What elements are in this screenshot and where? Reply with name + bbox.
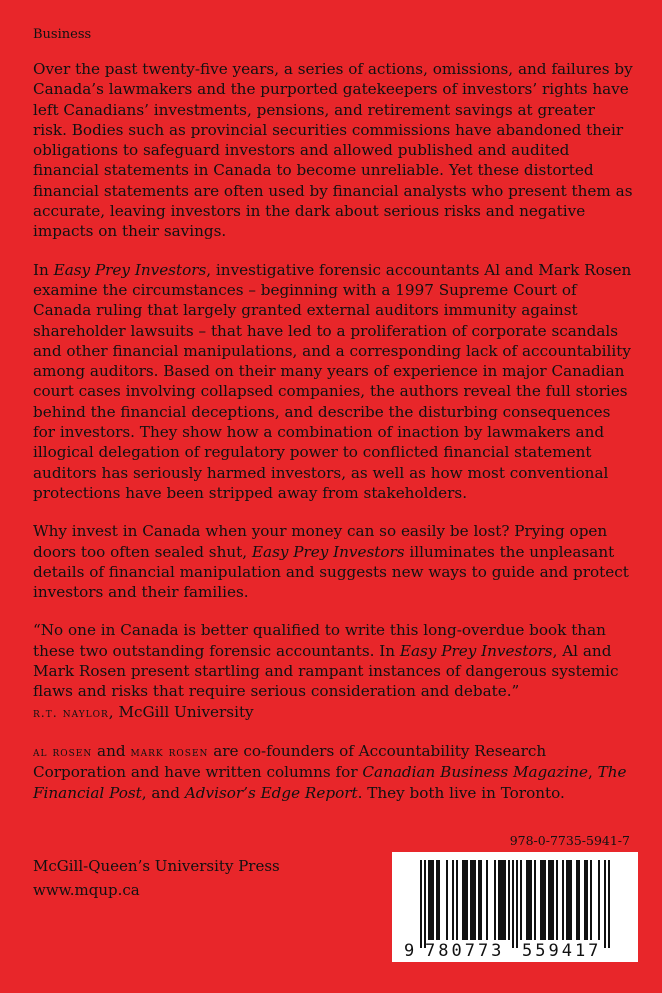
barcode-bar (568, 860, 570, 940)
barcode-bar (566, 860, 568, 940)
barcode-bar (502, 860, 504, 940)
barcode-bar (550, 860, 552, 940)
barcode-bar (516, 860, 518, 948)
barcode-bar (424, 860, 426, 948)
barcode-digit-first: 9 (404, 941, 415, 961)
barcode-bar (446, 860, 448, 940)
barcode-bar (456, 860, 458, 940)
barcode-bar (452, 860, 454, 940)
barcode-bar (528, 860, 530, 940)
barcode-bar (548, 860, 550, 940)
barcode-bar (530, 860, 532, 940)
barcode-bar (520, 860, 522, 940)
barcode-bar (598, 860, 600, 940)
barcode-bar (472, 860, 474, 940)
barcode-bar (562, 860, 564, 940)
barcode-digits-right: 559417 (522, 941, 602, 961)
barcode-bars (420, 860, 610, 948)
barcode-bar (578, 860, 580, 940)
barcode-bar (420, 860, 422, 948)
publication-title: Canadian Business Magazine (362, 763, 588, 782)
book-title: Easy Prey Investors (251, 542, 405, 561)
barcode-bar (436, 860, 438, 940)
barcode-bar (478, 860, 480, 940)
barcode-bar (504, 860, 506, 940)
barcode-bar (432, 860, 434, 940)
author-name: al rosen (33, 743, 93, 759)
book-title: Easy Prey Investors (399, 641, 553, 660)
barcode-bar (462, 860, 464, 940)
barcode-bar (552, 860, 554, 940)
barcode-digits-left: 780773 (425, 941, 505, 961)
barcode-bar (474, 860, 476, 940)
barcode-bar (542, 860, 544, 940)
quote-author: r.t. naylor (33, 704, 109, 720)
isbn: 978-0-7735-5941-7 (509, 833, 630, 848)
barcode (392, 852, 638, 962)
barcode-bar (466, 860, 468, 940)
barcode-bar (570, 860, 572, 940)
paragraph-book-summary: In Easy Prey Investors, investigative forensic accountants Al and Mark Rosen examine the circumstances – beginning with a 1997 Supreme Court of Canada ruling that largely granted external auditors immunity against shareholder lawsuits – that have led to a proliferation of corporate scandals and other financial manipulations, and a corresponding lack of accountability among auditors. Based on their many years of experience in major Canadian court cases involving collapsed companies, the authors reveal the full stories behind the financial deceptions, and describe the disturbing consequences for investors. They show how a combination of inaction by lawmakers and illogical delegation of regulatory power to conflicted financial statement auditors has seriously harmed investors, as well as how most conventional protections have been stripped away from stakeholders. (33, 260, 632, 502)
author-name: mark rosen (130, 743, 209, 759)
barcode-bar (526, 860, 528, 940)
barcode-bar (428, 860, 430, 940)
barcode-bar (480, 860, 482, 940)
barcode-bar (500, 860, 502, 940)
publisher-name: McGill-Queen’s University Press (33, 857, 280, 875)
barcode-bar (498, 860, 500, 940)
category-label: Business (33, 27, 92, 42)
barcode-bar (508, 860, 510, 940)
barcode-bar (438, 860, 440, 940)
paragraph-conclusion: Why invest in Canada when your money can so easily be lost? Prying open doors too often sealed shut, Easy Prey Investors illuminates the unpleasant details of financial manipulation and suggests new ways to guide and protect investors and their families. (33, 522, 629, 602)
barcode-bar (576, 860, 578, 940)
publication-title: Advisor’s Edge Report (184, 783, 358, 802)
barcode-bar (534, 860, 536, 940)
barcode-bar (604, 860, 606, 948)
barcode-bar (494, 860, 496, 940)
barcode-graphic (392, 852, 638, 962)
barcode-bar (486, 860, 488, 940)
quote-affiliation: , McGill University (108, 702, 254, 721)
barcode-bar (464, 860, 466, 940)
book-title: Easy Prey Investors (53, 260, 207, 279)
barcode-bar (584, 860, 586, 940)
barcode-bar (512, 860, 514, 948)
barcode-bar (544, 860, 546, 940)
barcode-bar (590, 860, 592, 940)
author-bio: al rosen and mark rosen are co-founders of Accountability Research Corporation and have written columns for Canadian Business Magazine, The Financial Post, and Advisor’s Edge Report. They both live in Toronto. (33, 741, 627, 802)
barcode-bar (470, 860, 472, 940)
blurb (33, 59, 633, 821)
publisher-info (33, 854, 280, 902)
barcode-bar (586, 860, 588, 940)
barcode-bar (556, 860, 558, 940)
endorsement-quote: “No one in Canada is better qualified to write this long-overdue book than these two outstanding forensic accountants. In Easy Prey Investors, Al and Mark Rosen present startling and rampant instances of dangerous systemic flaws and risks that require serious consideration and debate.” r.t. naylor, McGill University (33, 621, 619, 721)
barcode-bar (608, 860, 610, 948)
publication-title: The Financial Post (33, 763, 627, 802)
barcode-bar (430, 860, 432, 940)
barcode-bar (540, 860, 542, 940)
publisher-url: www.mqup.ca (33, 881, 140, 899)
paragraph-intro: Over the past twenty-five years, a series of actions, omissions, and failures by Canada’s lawmakers and the purported gatekeepers of investors’ rights have left Canadians’ investments, pensions, and retirement savings at greater risk. Bodies such as provincial securities commissions have abandoned their obligations to safeguard investors and allowed published and audited financial statements in Canada to become unreliable. Yet these distorted financial statements are often used by financial analysts who present them as accurate, leaving investors in the dark about serious risks and negative impacts on their savings. (33, 60, 633, 241)
